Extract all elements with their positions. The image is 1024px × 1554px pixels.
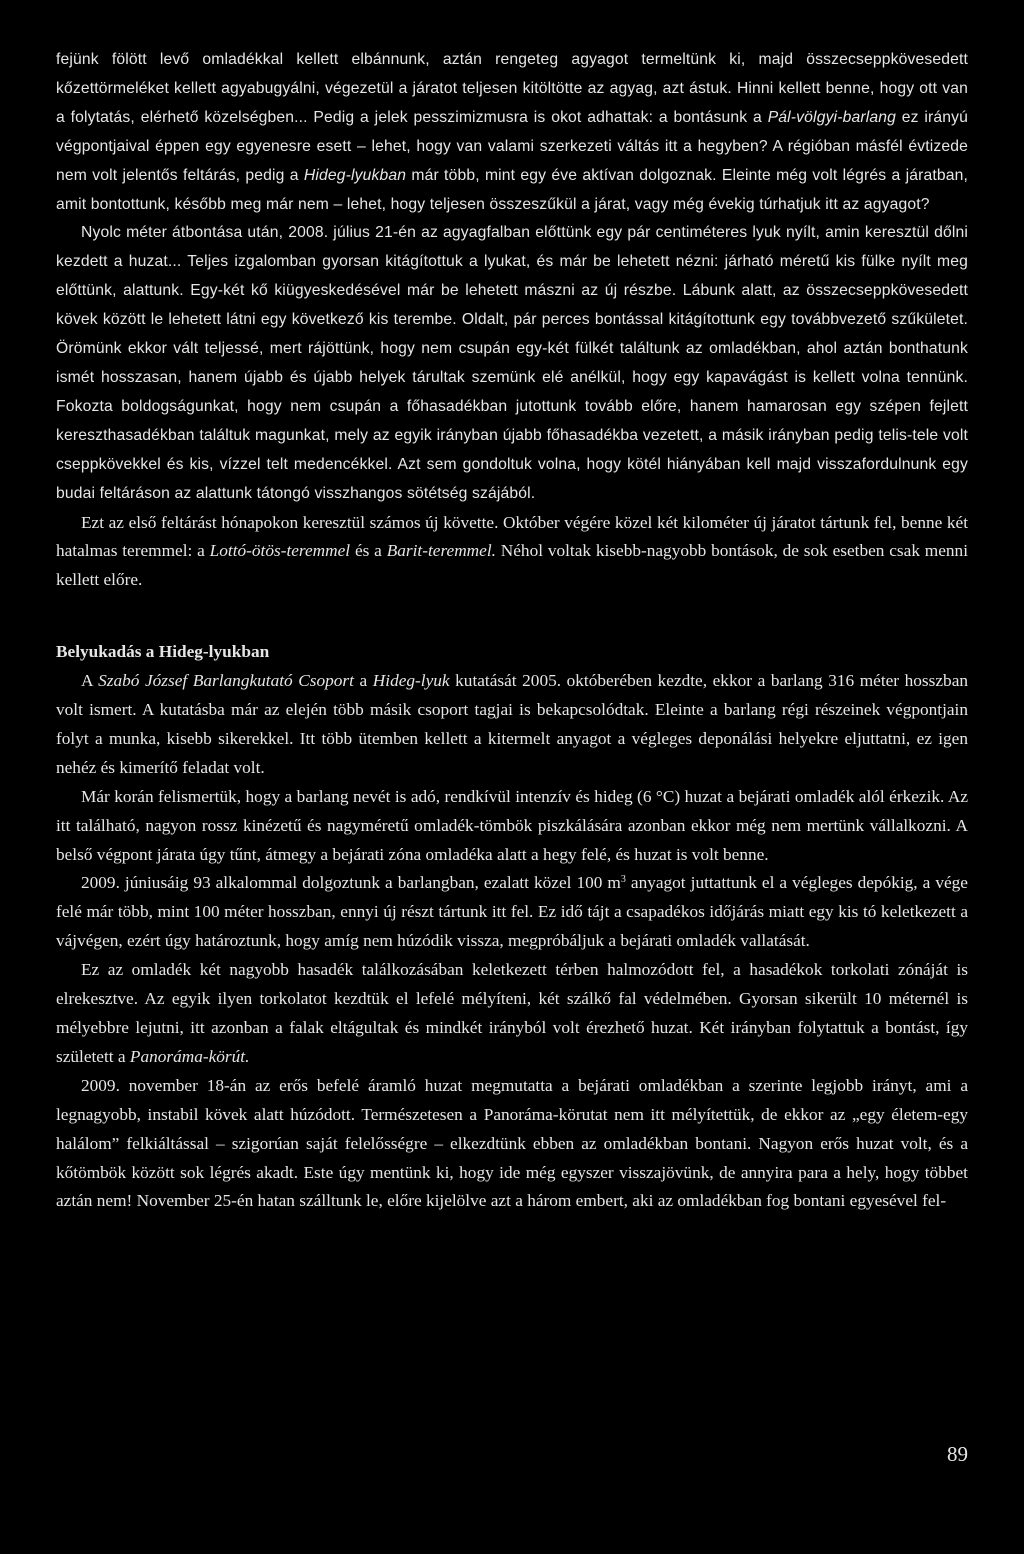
page-body bbox=[56, 46, 968, 1216]
text-segment: 2009. júniusáig 93 alkalommal dolgoztunk a barlangban, ezalatt közel 100 m bbox=[81, 873, 621, 893]
paragraph-4 bbox=[56, 667, 968, 783]
text-segment: kutatását 2005. októberében kezdte, ekkor a barlang 316 méter hosszban volt ismert. A kutatásba már az elején több másik csoport tagjai is bekapcsolódtak. Eleinte a barlang régi részeinek végpontjain folyt a munka, kisebb sikerekkel. Itt több ütemben kellett a kitermelt anyagot a végleges deponálási helyekre eljuttatni, ez igen nehéz és kimerítő feladat volt. bbox=[56, 671, 969, 777]
text-segment: a bbox=[353, 671, 373, 691]
text-segment: Néhol voltak kisebb-nagyobb bontások, de sok esetben csak menni kellett előre. bbox=[56, 541, 968, 590]
text-segment: Ez az omladék két nagyobb hasadék találkozásában keletkezett térben halmozódott fel, a hasadékok torkolati zónáját is elrekesztve. Az egyik ilyen torkolatot kezdtük el lefelé mélyíteni, két szálkő fal védelmében. Gyorsan sikerült 10 méternél is mélyebbre lejutni, itt azonban a falak eltágultak és mindkét irányból volt érezhető huzat. Két irányban folytattuk a bontást, így született a bbox=[56, 960, 968, 1066]
paragraph-6 bbox=[56, 869, 968, 956]
italic-cave-name: Hideg-lyuk bbox=[372, 671, 450, 691]
text-segment: fejünk fölött levő omladékkal kellett elbánnunk, aztán rengeteg agyagot termeltünk ki, majd összecseppkövesedett kőzettörmeléket kellett agyabugyálni, végezetül a járatot teljesen kitöltötte az agyag, azt ástuk. Hinni kellett benne, hogy ott van a folytatás, elérhető közelségben... Pedig a jelek pesszimizmusra is okot adhattak: a bontásunk a bbox=[56, 51, 968, 126]
superscript: 3 bbox=[620, 874, 626, 886]
paragraph-3 bbox=[56, 509, 968, 596]
text-segment: Ezt az első feltárást hónapokon keresztül számos új követte. Október végére közel két kilométer új járatot tártunk fel, benne két hatalmas teremmel: a bbox=[56, 512, 968, 561]
text-segment: és a bbox=[350, 541, 387, 561]
italic-cave-name: Hideg-lyukban bbox=[303, 166, 407, 184]
section-heading: Belyukadás a Hideg-lyukban bbox=[56, 642, 270, 662]
paragraph-1 bbox=[56, 46, 968, 219]
text-segment: A bbox=[81, 671, 99, 691]
paragraph-8: 2009. november 18-án az erős befelé áramló huzat megmutatta a bejárati omladékban a szerinte legjobb irányt, ami a legnagyobb, instabil kövek alatt húzódott. Természetesen a Panoráma-körutat nem itt mélyítettük, de ekkor az „egy életem-egy halálom” felkiáltással – szigorúan saját felelősségre – elkezdtünk ebben az omladékban bontani. Nagyon erős huzat volt, és a kőtömbök között sok légrés akadt. Este úgy mentünk ki, hogy ide még egyszer visszajövünk, de annyira para a hely, hogy többet aztán nem! November 25-én hatan szálltunk le, előre kijelölve azt a három embert, aki az omladékban fog bontani egyesével fel- bbox=[56, 1075, 968, 1211]
text-segment: anyagot juttattunk el a végleges depókig, a vége felé már több, mint 100 méter hosszban, ennyi új részt tártunk itt fel. Ez idő tájt a csapadékos időjárás miatt egy kis tó keletkezett a vájvégen, ezért úgy határoztunk, hogy amíg nem húzódik vissza, megpróbáljuk a bejárati omladék vallatását. bbox=[56, 873, 968, 951]
italic-passage-name: Panoráma-körút. bbox=[129, 1046, 250, 1066]
paragraph-2: Nyolc méter átbontása után, 2008. július 21-én az agyagfalban előttünk egy pár centiméteres lyuk nyílt, amin keresztül dőlni kezdett a huzat... Teljes izgalomban gyorsan kitágítottuk a lyukat, és már be lehetett nézni: járható méretű kis fülke nyílt meg előttünk, alattunk. Egy-két kő kiügyeskedésével már be lehetett mászni az új részbe. Lábunk alatt, az összecseppkövesedett kövek között le lehetett látni egy következő kis terembe. Oldalt, pár perces bontással kitágítottunk egy továbbvezető szűkületet. Örömünk ekkor vált teljessé, mert rájöttünk, hogy nem csupán egy-két fülkét találtunk az omladékban, ahol aztán bonthatunk ismét hosszasan, hanem újabb és újabb helyek tárultak szemünk elé anélkül, hogy egy kapavágást is kellett volna tennünk. Fokozta boldogságunkat, hogy nem csupán a főhasadékban jutottunk tovább előre, hanem hamarosan egy szépen fejlett kereszthasadékban találtuk magunkat, mely az egyik irányban újabb főhasadékba vezetett, a másik irányban pedig telis-tele volt cseppkövekkel és kis, vízzel telt medencékkel. Azt sem gondoltuk volna, hogy kötél hiányában kell majd visszafordulnunk egy budai feltáráson az alattunk tátongó visszhangos sötétség szájából. bbox=[56, 224, 968, 502]
italic-hall-name: Lottó-ötös-teremmel bbox=[209, 541, 351, 561]
text-segment: már több, mint egy éve aktívan dolgoznak. Eleinte még volt légrés a járatban, amit bontottunk, később meg már nem – lehet, hogy teljesen összeszűkül a járat, vagy még évekig túrhatjuk itt az agyagot? bbox=[56, 166, 968, 213]
paragraph-5: Már korán felismertük, hogy a barlang nevét is adó, rendkívül intenzív és hideg (6 °C) huzat a bejárati omladék alól érkezik. Az itt található, nagyon rossz kinézetű és nagyméretű omladék-tömbök piszkálására azonban ekkor még nem mertünk vállalkozni. A belső végpont járata úgy tűnt, átmegy a bejárati zóna omladéka alatt a hegy felé, és huzat is volt benne. bbox=[56, 786, 968, 864]
italic-group-name: Szabó József Barlangkutató Csoport bbox=[98, 671, 354, 691]
italic-cave-name: Pál-völgyi-barlang bbox=[767, 108, 896, 126]
paragraph-7 bbox=[56, 956, 968, 1072]
page-number: 89 bbox=[947, 1442, 968, 1466]
italic-hall-name: Barit-teremmel. bbox=[386, 541, 496, 561]
text-segment: ez irányú végpontjaival éppen egy egyenesre esett – lehet, hogy van valami szerkezeti váltás itt a hegyben? A régióban másfél évtizede nem volt jelentős feltárás, pedig a bbox=[56, 108, 968, 184]
